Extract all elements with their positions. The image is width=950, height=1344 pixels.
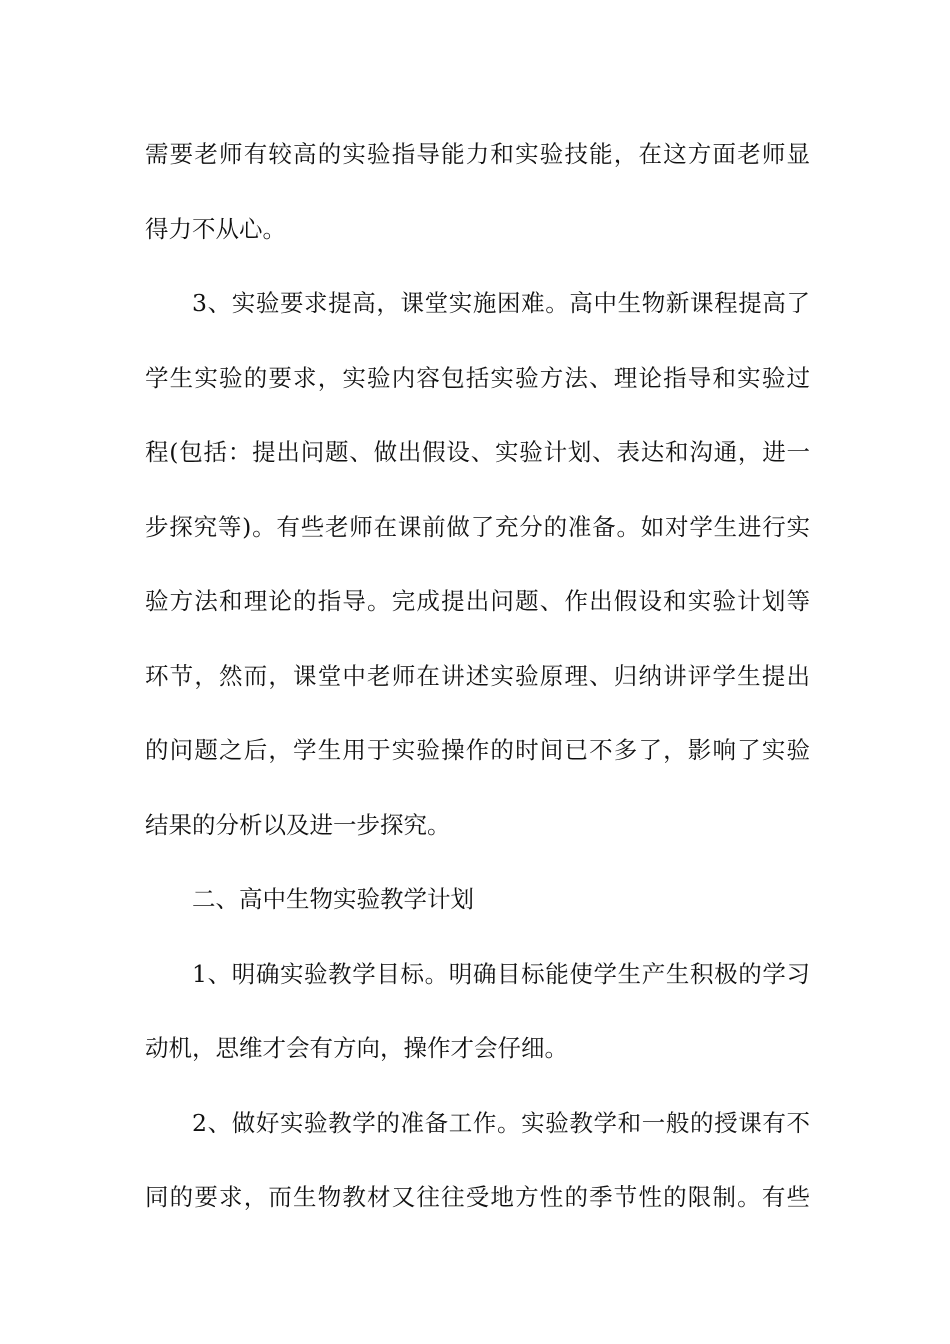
paragraph-line-5: 程(包括：提出问题、做出假设、实验计划、表达和沟通，进一 [145,438,810,466]
paragraph-line-14: 2、做好实验教学的准备工作。实验教学和一般的授课有不 [192,1109,810,1137]
section-heading: 二、高中生物实验教学计划 [192,885,474,913]
paragraph-line-9: 的问题之后，学生用于实验操作的时间已不多了，影响了实验 [145,736,810,764]
paragraph-line-1: 需要老师有较高的实验指导能力和实验技能，在这方面老师显 [145,140,810,168]
paragraph-line-7: 验方法和理论的指导。完成提出问题、作出假设和实验计划等 [145,587,810,615]
paragraph-line-12: 1、明确实验教学目标。明确目标能使学生产生积极的学习 [192,960,810,988]
paragraph-line-4: 学生实验的要求，实验内容包括实验方法、理论指导和实验过 [145,364,810,392]
paragraph-line-2: 得力不从心。 [145,215,286,243]
paragraph-line-10: 结果的分析以及进一步探究。 [145,811,451,839]
paragraph-line-15: 同的要求，而生物教材又往往受地方性的季节性的限制。有些 [145,1183,810,1211]
paragraph-line-3: 3、实验要求提高，课堂实施困难。高中生物新课程提高了 [192,289,810,317]
paragraph-line-13: 动机，思维才会有方向，操作才会仔细。 [145,1034,568,1062]
paragraph-line-8: 环节，然而，课堂中老师在讲述实验原理、归纳讲评学生提出 [145,662,810,690]
paragraph-line-6: 步探究等)。有些老师在课前做了充分的准备。如对学生进行实 [145,513,810,541]
